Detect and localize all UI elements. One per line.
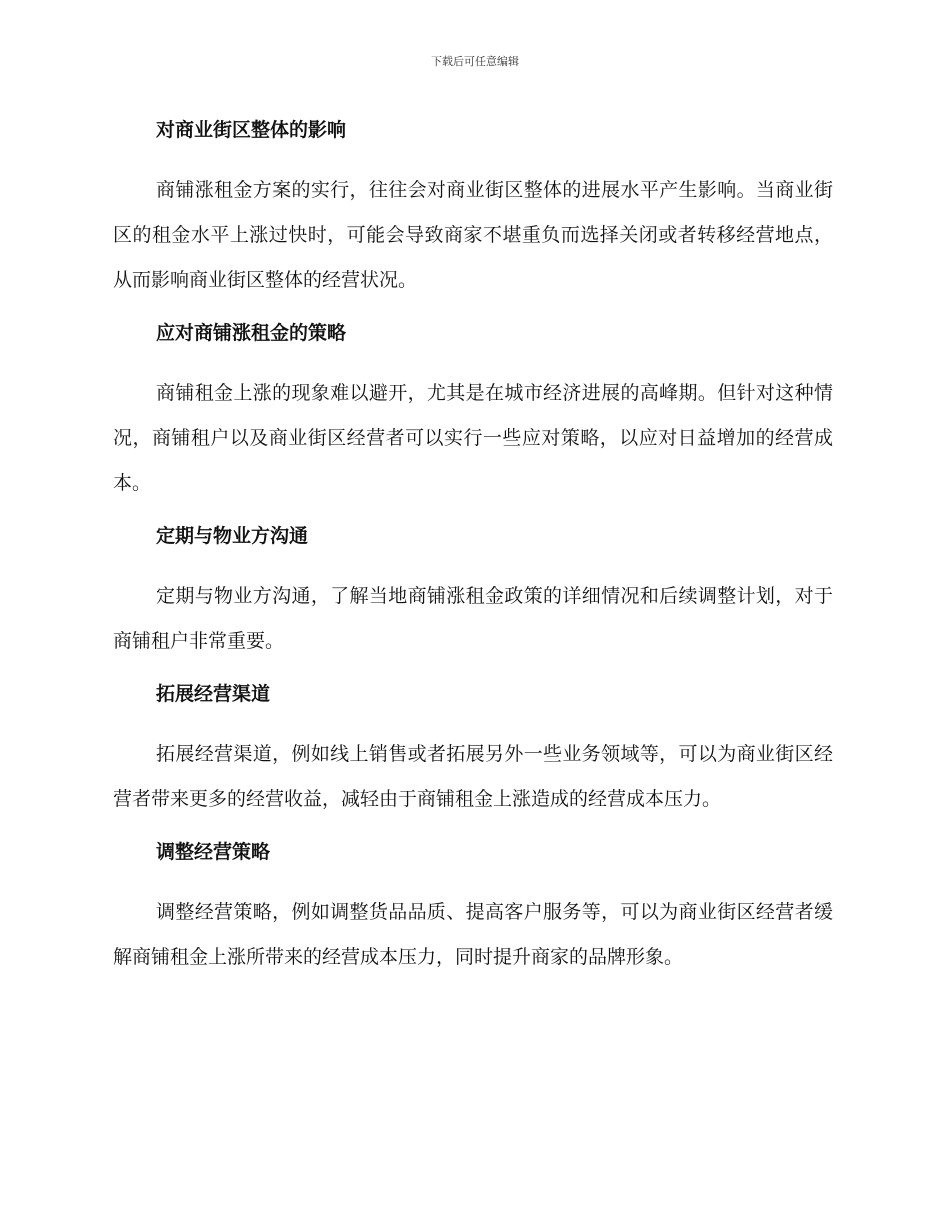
document-body xyxy=(113,112,833,992)
section-paragraph: 定期与物业方沟通，了解当地商铺涨租金政策的详细情况和后续调整计划，对于商铺租户非常重要。 xyxy=(113,585,833,652)
section-paragraph: 商铺涨租金方案的实行，往往会对商业街区整体的进展水平产生影响。当商业街区的租金水平上涨过快时，可能会导致商家不堪重负而选择关闭或者转移经营地点，从而影响商业街区整体的经营状况。 xyxy=(113,179,833,291)
section-heading: 对商业街区整体的影响 xyxy=(156,119,347,141)
section-paragraph: 调整经营策略，例如调整货品品质、提高客户服务等，可以为商业街区经营者缓解商铺租金上涨所带来的经营成本压力，同时提升商家的品牌形象。 xyxy=(113,901,833,968)
section-heading: 定期与物业方沟通 xyxy=(156,525,309,547)
section-heading: 拓展经营渠道 xyxy=(156,683,271,705)
section-heading: 应对商铺涨租金的策略 xyxy=(156,322,347,344)
section-adjust-strategy xyxy=(113,834,833,980)
section-impact-on-district xyxy=(113,112,833,303)
section-expand-channels xyxy=(113,676,833,822)
page-header-note: 下载后可任意编辑 xyxy=(431,55,519,68)
section-heading: 调整经营策略 xyxy=(156,841,271,863)
section-coping-strategies xyxy=(113,315,833,506)
section-paragraph: 拓展经营渠道，例如线上销售或者拓展另外一些业务领域等，可以为商业街区经营者带来更多的经营收益，减轻由于商铺租金上涨造成的经营成本压力。 xyxy=(113,743,833,810)
section-communicate-with-property xyxy=(113,518,833,664)
section-paragraph: 商铺租金上涨的现象难以避开，尤其是在城市经济进展的高峰期。但针对这种情况，商铺租户以及商业街区经营者可以实行一些应对策略，以应对日益增加的经营成本。 xyxy=(113,382,833,494)
